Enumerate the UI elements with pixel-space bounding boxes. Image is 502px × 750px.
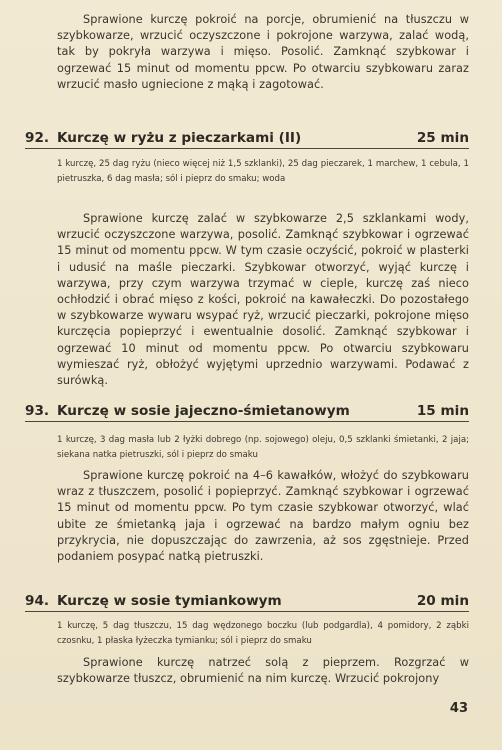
page-number: 43 bbox=[449, 701, 468, 716]
recipe-ingredients: 1 kurczę, 5 dag tłuszczu, 15 dag wędzonego boczku (lub podgardla), 4 pomidory, 2 ząbki czosnku, 1 płaska łyżeczka tymianku; sól i pieprz do smaku bbox=[57, 621, 469, 646]
recipe-93-heading bbox=[25, 403, 469, 422]
recipe-92-heading bbox=[25, 130, 469, 149]
recipe-93-ingredients-block bbox=[57, 433, 469, 462]
recipe-time: 20 min bbox=[416, 593, 469, 609]
recipe-93-instructions-block bbox=[57, 468, 469, 565]
recipe-instructions: Sprawione kurczę natrzeć solą z pieprzem. Rozgrzać w szybkowarze tłuszcz, obrumienić na nim kurczę. Wrzucić pokrojony bbox=[57, 656, 469, 686]
recipe-title: Kurczę w sosie jajeczno-śmietanowym bbox=[57, 403, 350, 419]
recipe-92-instructions-block bbox=[57, 211, 469, 389]
recipe-number: 92. bbox=[25, 130, 50, 146]
recipe-ingredients: 1 kurczę, 25 dag ryżu (nieco więcej niż 1,5 szklanki), 25 dag pieczarek, 1 marchew, 1 cebula, 1 pietruszka, 6 dag masła; sól i pieprz do smaku; woda bbox=[57, 159, 469, 184]
recipe-instructions: Sprawione kurczę zalać w szybkowarze 2,5 szklankami wody, wrzucić oczyszczone warzywa, posolić. Zamknąć szybkowar i ogrzewać 15 minut od momentu ppcw. W tym czasie oczyścić, pokroić w plasterki i udusić na maśle pieczarki. Szybkowar otworzyć, wyjąć kurczę i warzywa, przy czym warzywa trzymać w cieple, kurczę zaś nieco ochłodzić i obrać mięso z kości, pokroić na kawałeczki. Do pozostałego w szybkowarze wywaru wsypać ryż, wrzucić pieczarki, pokrojone mięso kurczęcia popieprzyć i ewentualnie dosolić. Zamknąć szybkowar i ogrzewać 10 minut od momentu ppcw. Po otwarciu szybkowaru wymieszać ryż, obłożyć wyjętymi uprzednio warzywami. Podawać z surówką. bbox=[57, 212, 469, 388]
recipe-number: 93. bbox=[25, 403, 50, 419]
recipe-title: Kurczę w sosie tymiankowym bbox=[57, 593, 282, 609]
recipe-number: 94. bbox=[25, 593, 50, 609]
recipe-94-ingredients-block bbox=[57, 619, 469, 648]
intro-block bbox=[57, 12, 469, 93]
recipe-title: Kurczę w ryżu z pieczarkami (II) bbox=[57, 130, 302, 146]
recipe-92-ingredients-block bbox=[57, 157, 469, 186]
recipe-94-instructions-block bbox=[57, 655, 469, 687]
recipe-time: 25 min bbox=[416, 130, 469, 146]
recipe-94-heading bbox=[25, 593, 469, 612]
recipe-ingredients: 1 kurczę, 3 dag masła lub 2 łyżki dobrego (np. sojowego) oleju, 0,5 szklanki śmietanki, 2 jaja; siekana natka pietruszki, sól i pieprz do smaku bbox=[57, 435, 469, 460]
intro-paragraph: Sprawione kurczę pokroić na porcje, obrumienić na tłuszczu w szybkowarze, wrzucić oczyszczone i pokrojone warzywa, zalać wodą, tak by pokryła warzywa i mięso. Posolić. Zamknąć szybkowar i ogrzewać 15 minut od momentu ppcw. Po otwarciu szybkowaru zaraz wrzucić masło ugniecione z mąką i zagotować. bbox=[57, 13, 469, 91]
recipe-instructions: Sprawione kurczę pokroić na 4–6 kawałków, włożyć do szybkowaru wraz z tłuszczem, posolić i popieprzyć. Zamknąć szybkowar i ogrzewać 15 minut od momentu ppcw. Po tym czasie szybkowar otworzyć, wlać ubite ze śmietanką jaja i ogrzewać na bardzo małym ogniu bez przykrycia, nie dopuszczając do zawrzenia, aż sos zgęstnieje. Przed podaniem posypać natką pietruszki. bbox=[57, 469, 469, 564]
recipe-time: 15 min bbox=[416, 403, 469, 419]
